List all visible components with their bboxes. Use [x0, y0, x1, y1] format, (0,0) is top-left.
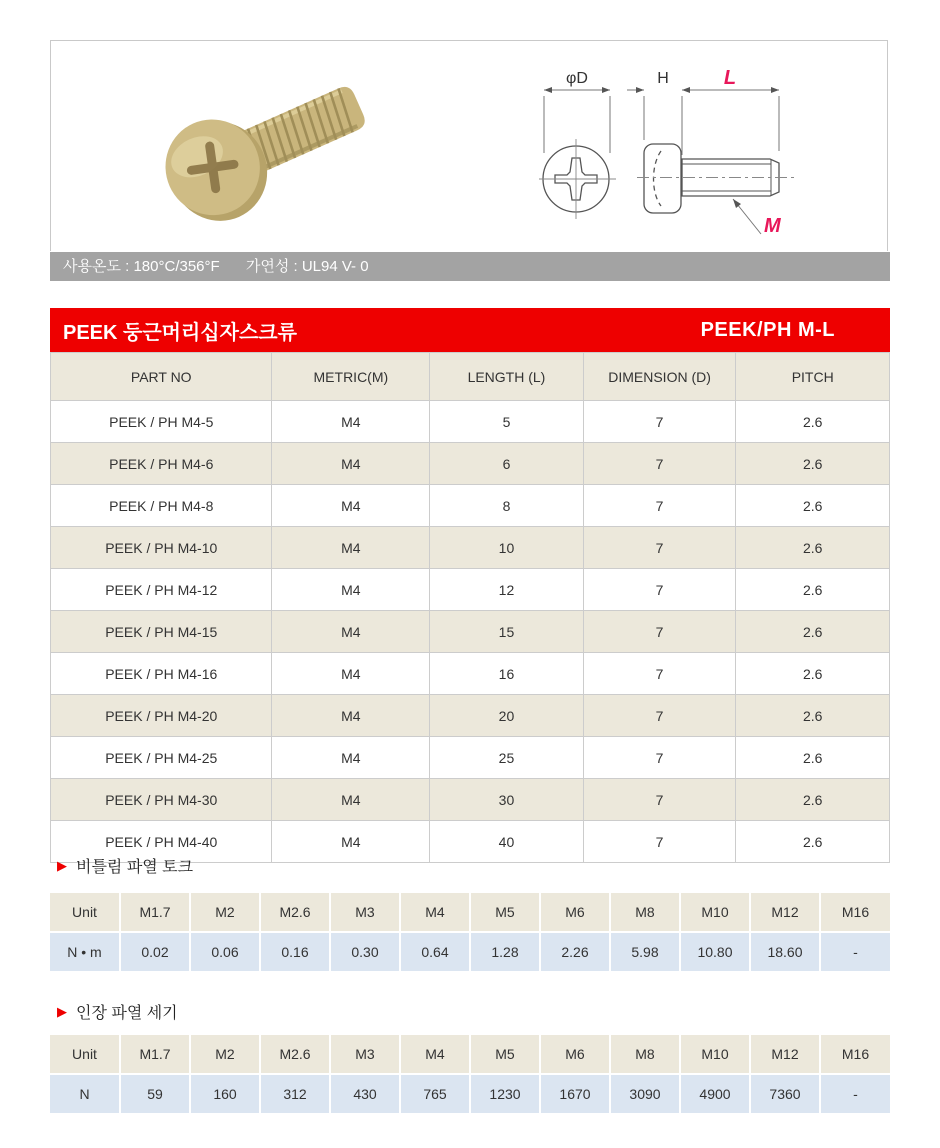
length-label: L — [723, 67, 737, 89]
table-cell: 10.80 — [680, 932, 750, 971]
table-cell: PEEK / PH M4-20 — [51, 695, 272, 737]
column-header: Unit — [50, 1035, 120, 1074]
table-cell: 2.6 — [736, 401, 890, 443]
product-model-code: PEEK/PH M-L — [700, 318, 835, 341]
column-header: M5 — [470, 893, 540, 932]
spec-caption-bar — [50, 252, 890, 281]
table-cell: 430 — [330, 1074, 400, 1113]
flammability-text: 가연성 : UL94 V- 0 — [245, 258, 369, 275]
table-cell: 1230 — [470, 1074, 540, 1113]
table-cell: M4 — [272, 485, 430, 527]
table-row — [51, 737, 890, 779]
table-cell: N • m — [50, 932, 120, 971]
column-header: DIMENSION (D) — [583, 353, 736, 401]
column-header: PART NO — [51, 353, 272, 401]
table-cell: 7 — [583, 779, 736, 821]
table-cell: PEEK / PH M4-10 — [51, 527, 272, 569]
table-cell: PEEK / PH M4-25 — [51, 737, 272, 779]
column-header: M6 — [540, 893, 610, 932]
tensile-strength-section-title — [57, 1000, 178, 1022]
torsion-torque-table — [50, 893, 890, 971]
table-cell: M4 — [272, 527, 430, 569]
table-row — [51, 485, 890, 527]
table-cell: 2.6 — [736, 821, 890, 863]
table-cell: 2.6 — [736, 779, 890, 821]
table-cell: 7 — [583, 401, 736, 443]
table-row — [51, 569, 890, 611]
header-row — [50, 893, 890, 932]
tensile-strength-table — [50, 1035, 890, 1113]
table-cell: 2.6 — [736, 527, 890, 569]
table-row — [51, 695, 890, 737]
screw-photo — [106, 56, 446, 241]
column-header: Unit — [50, 893, 120, 932]
table-cell: 7 — [583, 569, 736, 611]
table-cell: 1.28 — [470, 932, 540, 971]
table-cell: 160 — [190, 1074, 260, 1113]
table-cell: PEEK / PH M4-16 — [51, 653, 272, 695]
table-cell: 4900 — [680, 1074, 750, 1113]
column-header: METRIC(M) — [272, 353, 430, 401]
table-cell: 18.60 — [750, 932, 820, 971]
table-cell: 16 — [430, 653, 584, 695]
table-cell: - — [820, 932, 890, 971]
table-cell: 30 — [430, 779, 584, 821]
triangle-bullet-icon: ▶ — [57, 1003, 67, 1019]
table-cell: PEEK / PH M4-30 — [51, 779, 272, 821]
table-cell: 7 — [583, 485, 736, 527]
table-cell: M4 — [272, 611, 430, 653]
header-row — [51, 353, 890, 401]
table-cell: 2.26 — [540, 932, 610, 971]
table-cell: 20 — [430, 695, 584, 737]
column-header: LENGTH (L) — [430, 353, 584, 401]
column-header: M2 — [190, 893, 260, 932]
column-header: M16 — [820, 893, 890, 932]
head-height-label: H — [657, 70, 669, 87]
table-cell: 0.06 — [190, 932, 260, 971]
table-cell: N — [50, 1074, 120, 1113]
table-cell: M4 — [272, 443, 430, 485]
table-cell: 7 — [583, 695, 736, 737]
table-cell: PEEK / PH M4-8 — [51, 485, 272, 527]
diameter-label: φD — [566, 70, 588, 87]
table-cell: 2.6 — [736, 443, 890, 485]
table-cell: 3090 — [610, 1074, 680, 1113]
table-cell: 2.6 — [736, 569, 890, 611]
product-title: PEEK 둥근머리십자스크류 — [63, 321, 297, 344]
table-row — [50, 1074, 890, 1113]
table-cell: 0.16 — [260, 932, 330, 971]
column-header: M2.6 — [260, 893, 330, 932]
table-cell: 8 — [430, 485, 584, 527]
column-header: M1.7 — [120, 1035, 190, 1074]
column-header: M12 — [750, 893, 820, 932]
table-row — [51, 527, 890, 569]
table-row — [51, 779, 890, 821]
table-cell: 7 — [583, 527, 736, 569]
table-row — [51, 443, 890, 485]
table-cell: M4 — [272, 569, 430, 611]
table-cell: 7360 — [750, 1074, 820, 1113]
table-cell: M4 — [272, 737, 430, 779]
table-cell: 2.6 — [736, 695, 890, 737]
column-header: M8 — [610, 893, 680, 932]
table-row — [51, 611, 890, 653]
table-cell: 40 — [430, 821, 584, 863]
table-cell: 12 — [430, 569, 584, 611]
column-header: M6 — [540, 1035, 610, 1074]
table-cell: PEEK / PH M4-5 — [51, 401, 272, 443]
table-cell: 2.6 — [736, 485, 890, 527]
table-cell: 7 — [583, 611, 736, 653]
triangle-bullet-icon: ▶ — [57, 857, 67, 873]
table-cell: M4 — [272, 695, 430, 737]
table-cell: 312 — [260, 1074, 330, 1113]
table-cell: PEEK / PH M4-15 — [51, 611, 272, 653]
column-header: M2.6 — [260, 1035, 330, 1074]
table-cell: 10 — [430, 527, 584, 569]
table-cell: 2.6 — [736, 653, 890, 695]
column-header: M3 — [330, 1035, 400, 1074]
spec-table — [50, 352, 890, 863]
column-header: M1.7 — [120, 893, 190, 932]
section-title-text: 비틀림 파열 토크 — [76, 858, 194, 876]
table-cell: PEEK / PH M4-6 — [51, 443, 272, 485]
torsion-torque-section-title — [57, 854, 193, 876]
table-cell: M4 — [272, 779, 430, 821]
column-header: M10 — [680, 1035, 750, 1074]
product-hero-panel — [50, 40, 888, 251]
table-cell: 6 — [430, 443, 584, 485]
table-cell: 0.02 — [120, 932, 190, 971]
column-header: M3 — [330, 893, 400, 932]
table-cell: 25 — [430, 737, 584, 779]
table-cell: 7 — [583, 821, 736, 863]
table-cell: 5 — [430, 401, 584, 443]
table-cell: PEEK / PH M4-12 — [51, 569, 272, 611]
column-header: M2 — [190, 1035, 260, 1074]
column-header: M5 — [470, 1035, 540, 1074]
column-header: M12 — [750, 1035, 820, 1074]
table-cell: 7 — [583, 443, 736, 485]
table-cell: PEEK / PH M4-40 — [51, 821, 272, 863]
header-row — [50, 1035, 890, 1074]
table-cell: 7 — [583, 653, 736, 695]
table-row — [51, 401, 890, 443]
table-cell: M4 — [272, 401, 430, 443]
section-title-text: 인장 파열 세기 — [76, 1004, 178, 1022]
product-title-bar — [50, 308, 890, 352]
column-header: M8 — [610, 1035, 680, 1074]
table-cell: 2.6 — [736, 611, 890, 653]
table-cell: 59 — [120, 1074, 190, 1113]
operating-temperature-text: 사용온도 : 180°C/356°F — [63, 258, 220, 275]
table-cell: 0.64 — [400, 932, 470, 971]
table-row — [50, 932, 890, 971]
column-header: M4 — [400, 893, 470, 932]
column-header: M4 — [400, 1035, 470, 1074]
table-row — [51, 653, 890, 695]
table-cell: 15 — [430, 611, 584, 653]
table-cell: - — [820, 1074, 890, 1113]
table-cell: 7 — [583, 737, 736, 779]
table-cell: 0.30 — [330, 932, 400, 971]
table-cell: 5.98 — [610, 932, 680, 971]
table-cell: 765 — [400, 1074, 470, 1113]
column-header: PITCH — [736, 353, 890, 401]
column-header: M10 — [680, 893, 750, 932]
table-cell: M4 — [272, 653, 430, 695]
column-header: M16 — [820, 1035, 890, 1074]
table-cell: M4 — [272, 821, 430, 863]
screw-dimension-diagram — [539, 41, 889, 253]
table-cell: 1670 — [540, 1074, 610, 1113]
table-cell: 2.6 — [736, 737, 890, 779]
metric-label: M — [764, 215, 781, 237]
